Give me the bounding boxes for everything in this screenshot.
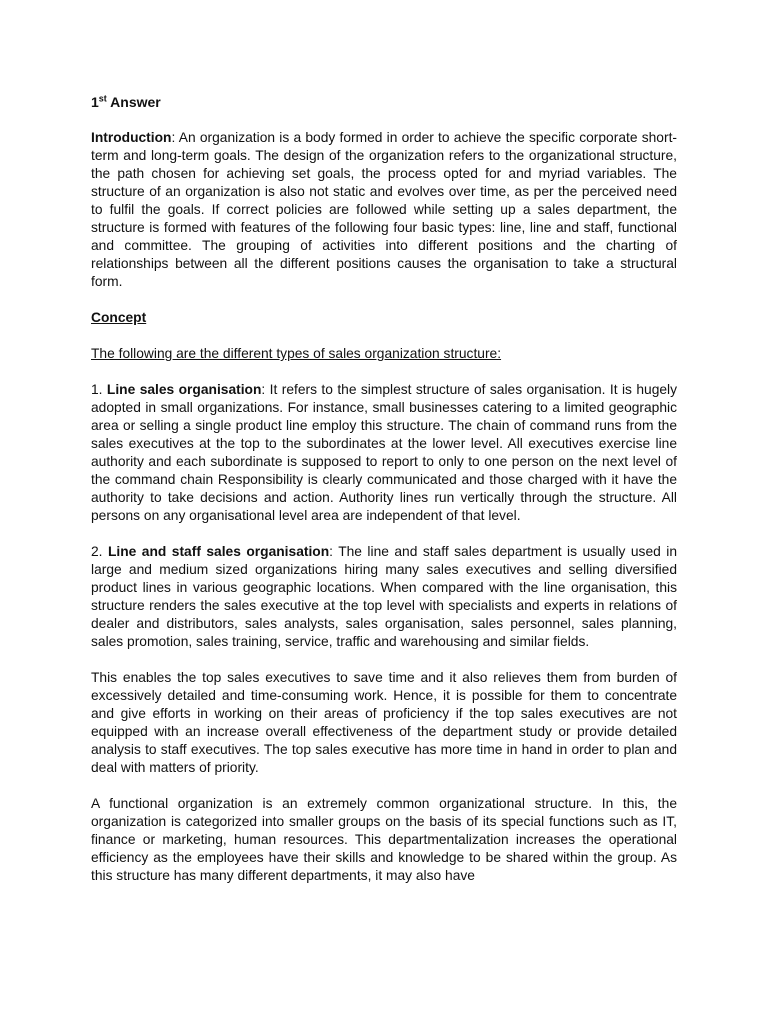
concept-subtitle: The following are the different types of sales organization structure: xyxy=(91,346,502,361)
heading-label: Answer xyxy=(106,94,161,110)
paragraph-4: A functional organization is an extremely common organizational structure. In this, the organization is categorized into smaller groups on the basis of its special functions such as IT, finance or marketing, human resources. This departmentalization increases the operational efficiency as the employees have their skills and knowledge to be shared within the group. As this structure has many different departments, it may also have xyxy=(91,796,677,883)
item1-number: 1. xyxy=(91,382,107,397)
answer-heading xyxy=(91,93,677,111)
item2-paragraph xyxy=(91,543,677,651)
intro-label: Introduction xyxy=(91,130,172,145)
intro-text: : An organization is a body formed in order to achieve the specific corporate short-term and long-term goals. The design of the organization refers to the organizational structure, the path chosen for achieving set goals, the process opted for and myriad variables. The structure of an organization is also not static and evolves over time, as per the perceived need to fulfil the goals. If correct policies are followed while setting up a sales department, the structure is formed with features of the following four basic types: line, line and staff, functional and committee. The grouping of activities into different positions and the charting of relationships between all the different positions causes the organisation to take a structural form. xyxy=(91,130,677,289)
item2-number: 2. xyxy=(91,544,108,559)
paragraph-3: This enables the top sales executives to save time and it also relieves them from burden of excessively detailed and time-consuming work. Hence, it is possible for them to concentrate and give efforts in working on their areas of proficiency if the top sales executives are not equipped with an increase overall effectiveness of the department study or provide detailed analysis to staff executives. The top sales executive has more time in hand in order to plan and deal with matters of priority. xyxy=(91,670,677,775)
item1-paragraph xyxy=(91,381,677,525)
item2-label: Line and staff sales organisation xyxy=(107,544,330,559)
item2-text: : The line and staff sales department is usually used in large and medium sized organizations hiring many sales executives and selling diversified product lines in various geographic locations. When compared with the line organisation, this structure renders the sales executive at the top level with specialists and experts in relations of dealer and distributors, sales analysts, sales organisation, sales personnel, sales planning, sales promotion, sales training, service, traffic and warehousing and similar fields. xyxy=(91,544,678,649)
heading-suffix: st xyxy=(98,93,107,104)
intro-paragraph xyxy=(91,129,677,291)
concept-heading: Concept xyxy=(91,310,147,325)
item1-label: Line sales organisation xyxy=(106,382,262,397)
item1-text: : It refers to the simplest structure of sales organisation. It is hugely adopted in small organizations. For instance, small businesses catering to a limited geographic area or selling a single product line employ this structure. The chain of command runs from the sales executives at the top to the subordinates at the lower level. All executives exercise line authority and each subordinate is supposed to report to only to one person on the next level of the command chain Responsibility is clearly communicated and those charged with it have the authority to take decisions and action. Authority lines run vertically through the structure. All persons on any organisational level area are independent of that level. xyxy=(91,382,678,523)
document-body xyxy=(91,93,677,903)
heading-number: 1 xyxy=(91,94,99,110)
